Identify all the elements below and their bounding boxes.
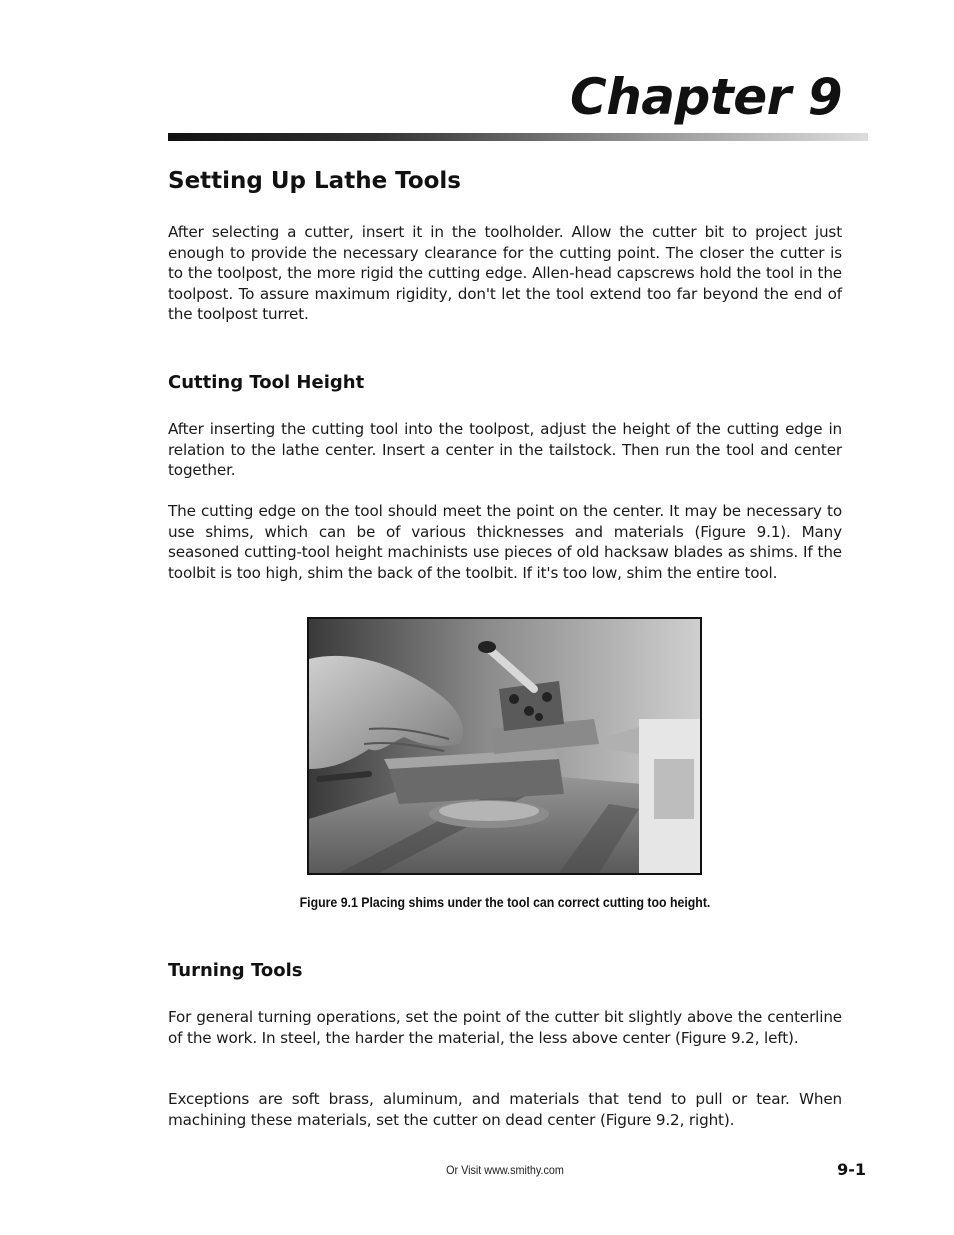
- turning-paragraph-2: Exceptions are soft brass, aluminum, and materials that tend to pull or tear. When machining these materials, set the cutter on dead center (Figure 9.2, right).: [168, 1090, 842, 1129]
- chapter-title: Chapter 9: [570, 68, 842, 126]
- page-number: 9-1: [837, 1160, 866, 1179]
- setup-paragraph: After selecting a cutter, insert it in the toolholder. Allow the cutter bit to project just enough to provide the necessary clearance for the cutting point. The closer the cutter is to the toolpost, the more rigid the cutting edge. Allen-head capscrews hold the tool in the toolpost. To assure maximum rigidity, don't let the tool extend too far beyond the end of the toolpost turret.: [168, 223, 842, 324]
- height-paragraph-1: After inserting the cutting tool into the toolpost, adjust the height of the cutting edge in relation to the lathe center. Insert a center in the tailstock. Then run the tool and center together.: [168, 420, 842, 480]
- figure-photo-lathe-toolpost: [307, 617, 702, 875]
- figure-caption: Figure 9.1 Placing shims under the tool can correct cutting too height.: [299, 894, 711, 910]
- chapter-rule: [168, 133, 868, 141]
- footer-website: Or Visit www.smithy.com: [446, 1163, 564, 1177]
- section-heading-turning-tools: Turning Tools: [168, 960, 303, 981]
- height-paragraph-2: The cutting edge on the tool should meet the point on the center. It may be necessary to use shims, which can be of various thicknesses and materials (Figure 9.1). Many seasoned cutting-tool height machinists use pieces of old hacksaw blades as shims. If the toolbit is too high, shim the back of the toolbit. If it's too low, shim the entire tool.: [168, 502, 842, 582]
- section-heading-setting-up: Setting Up Lathe Tools: [168, 168, 461, 194]
- turning-paragraph-1: For general turning operations, set the point of the cutter bit slightly above the centerline of the work. In steel, the harder the material, the less above center (Figure 9.2, left).: [168, 1008, 842, 1047]
- section-heading-cutting-tool-height: Cutting Tool Height: [168, 372, 365, 393]
